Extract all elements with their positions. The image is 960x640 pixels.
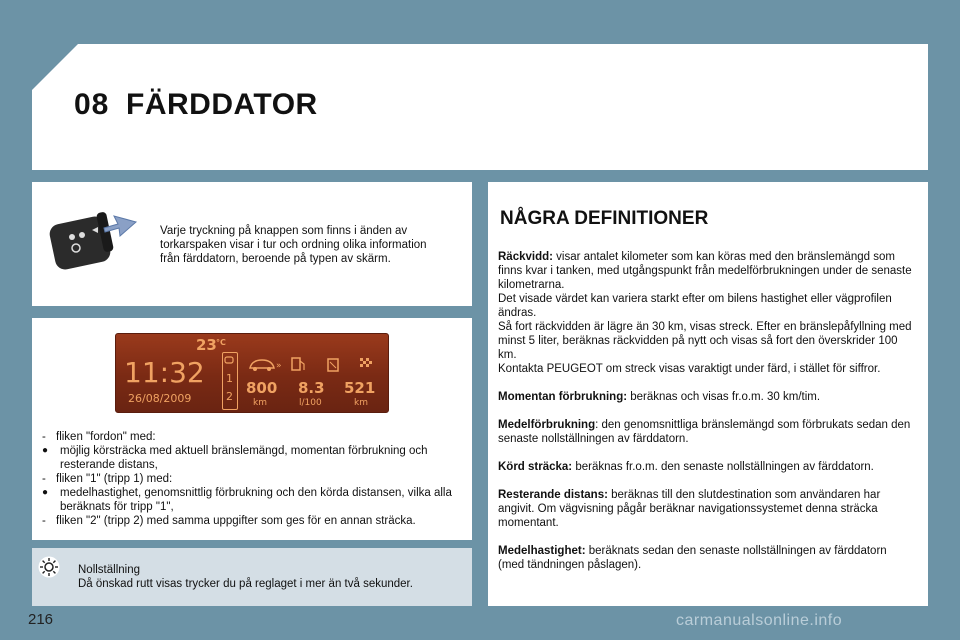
range-unit: km <box>253 398 267 408</box>
definition-term: Momentan förbrukning: <box>498 391 628 403</box>
definition-term: Körd sträcka: <box>498 461 573 473</box>
definition-extra: Det visade värdet kan variera starkt efter om bilens hastighet eller vägprofilen ändras. <box>498 293 892 319</box>
wiper-stalk-icon <box>46 204 154 270</box>
chapter-number: 08 <box>74 88 110 121</box>
chapter-title: FÄRDDATOR <box>126 88 318 121</box>
definitions-list <box>498 250 916 586</box>
list-item: ● möjlig körsträcka med aktuell bränslemängd, momentan förbrukning och resterande distans, <box>42 444 467 472</box>
definition-text: visar antalet kilometer som kan köras med den bränslemängd som finns kvar i tanken, med utgångspunkt från medelförbrukningen under de senaste kilometrarna. <box>498 251 912 291</box>
intro-line: Varje tryckning på knappen som finns i änden av <box>160 225 408 237</box>
list-item: ● medelhastighet, genomsnittlig förbrukning och den körda distansen, vilka alla beräknats för tripp "1", <box>42 486 467 514</box>
fuel-pump-icon <box>292 358 304 370</box>
trip-tab-1: 1 <box>226 372 233 385</box>
definition-item <box>498 544 916 572</box>
definition-text: beräknas till den slutdestination som användaren har angivit. Om vägvisning pågår beräknar navigationssystemet denna sträcka momentant. <box>498 489 881 529</box>
tip-sun-icon <box>38 556 60 578</box>
intro-text <box>160 224 460 266</box>
intro-line: från färddatorn, beroende på typen av skärm. <box>160 253 391 265</box>
definition-text: beräknas fr.o.m. den senaste nollställningen av färddatorn. <box>572 461 874 473</box>
definition-extra: Kontakta PEUGEOT om streck visas varaktigt under färd, i stället för siffror. <box>498 363 881 375</box>
definition-extra: Så fort räckvidden är lägre än 30 km, visas streck. Efter en bränslepåfyllning med minst 5 liter, beräknas räckvidden på nytt och visas så fort den överskrider 100 km. <box>498 321 912 361</box>
definition-term: Medelhastighet: <box>498 545 586 557</box>
reset-text: Då önskad rutt visas trycker du på reglaget i mer än två sekunder. <box>78 578 413 590</box>
reset-panel <box>32 548 472 606</box>
definition-item <box>498 390 916 404</box>
remaining-value: 521 <box>344 379 376 397</box>
checkered-flag-icon <box>360 358 372 367</box>
trip-computer-display <box>115 333 389 413</box>
definitions-heading: NÅGRA DEFINITIONER <box>500 208 709 229</box>
reset-title: Nollställning <box>78 564 141 576</box>
list-item: - fliken "1" (tripp 1) med: <box>42 472 467 486</box>
tab-description-list <box>42 430 467 528</box>
definition-text: beräknas och visas fr.o.m. 30 km/tim. <box>627 391 821 403</box>
definition-term: Resterande distans: <box>498 489 608 501</box>
page-number: 216 <box>28 611 54 628</box>
date: 26/08/2009 <box>128 392 192 405</box>
definition-text: beräknats sedan den senaste nollställningen av färddatorn (med tändningen påslagen). <box>498 545 887 571</box>
temperature-unit: °C <box>216 338 226 347</box>
list-item: - fliken "fordon" med: <box>42 430 467 444</box>
watermark: carmanualsonline.info <box>676 612 843 629</box>
display-icons-row <box>244 354 384 376</box>
definition-term: Räckvidd: <box>498 251 553 263</box>
car-icon <box>250 360 274 371</box>
remaining-unit: km <box>354 398 368 408</box>
temperature: 23 <box>196 336 217 354</box>
definition-item <box>498 250 916 376</box>
consumption-value: 8.3 <box>298 379 325 397</box>
arrow-icon: » <box>276 361 282 371</box>
list-item: - fliken "2" (tripp 2) med samma uppgifter som ges för en annan sträcka. <box>42 514 467 528</box>
definition-text: : den genomsnittliga bränslemängd som förbrukats sedan den senaste nollställningen av färddatorn. <box>498 419 911 445</box>
fuel-can-icon <box>328 359 338 371</box>
definition-item <box>498 460 916 474</box>
trip-tab-2: 2 <box>226 390 233 403</box>
range-value: 800 <box>246 379 278 397</box>
vehicle-tab-icon <box>224 354 234 366</box>
definition-item <box>498 488 916 530</box>
consumption-unit: l/100 <box>299 398 322 408</box>
intro-line: torkarspaken visar i tur och ordning olika information <box>160 239 427 251</box>
definition-item <box>498 418 916 446</box>
definition-term: Medelförbrukning <box>498 419 596 431</box>
clock: 11:32 <box>124 356 205 389</box>
